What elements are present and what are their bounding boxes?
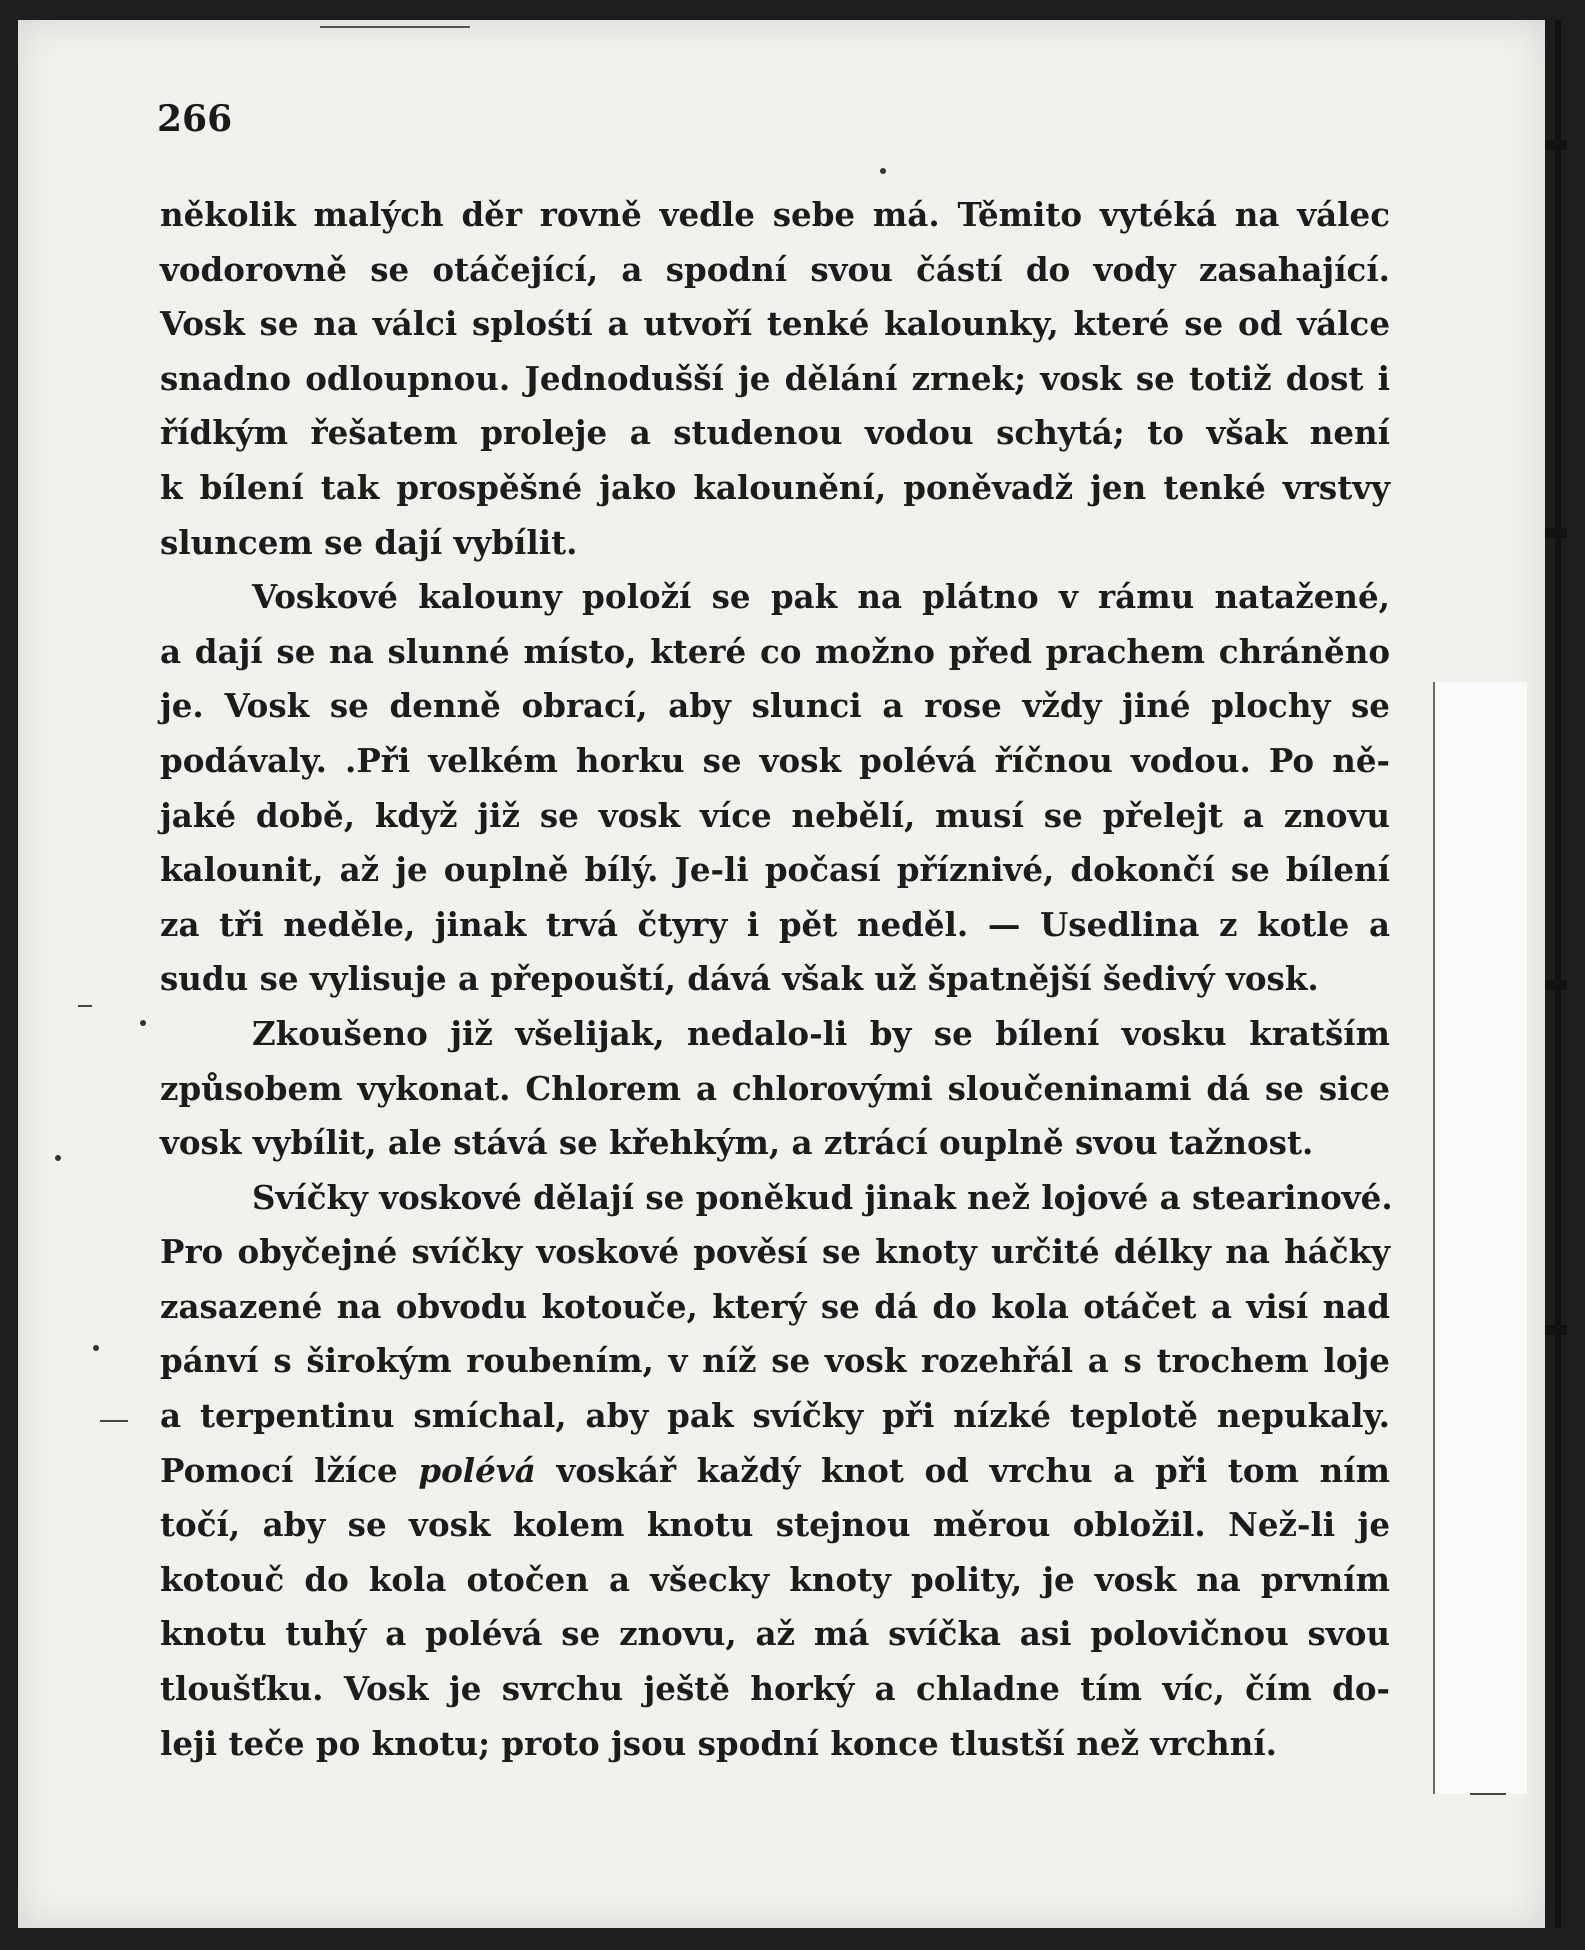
text-line: točí, aby se vosk kolem knotu stejnou měrou obložil. Než-li je [160, 1505, 1390, 1545]
gutter-rule [1433, 682, 1435, 1794]
margin-dash [1470, 1793, 1506, 1795]
text-line: způsobem vykonat. Chlorem a chlorovými sloučeninami dá se sice [160, 1068, 1390, 1108]
text-line: Pomocí lžíce polévá voskář každý knot od vrchu a při tom ním [160, 1450, 1390, 1490]
text-line: Zkoušeno již všelijak, nedalo-li by se bílení vosku kratším [252, 1013, 1390, 1053]
paragraph [160, 188, 1390, 570]
text-line: podávaly. .Při velkém horku se vosk polévá říčnou vodou. Po ně- [160, 740, 1390, 780]
text-line: vosk vybílit, ale stává se křehkým, a ztrácí ouplně svou tažnost. [160, 1123, 1314, 1163]
text-line: Pro obyčejné svíčky voskové pověsí se knoty určité délky na háčky [160, 1232, 1390, 1272]
text-line: je. Vosk se denně obrací, aby slunci a rose vždy jiné plochy se [160, 686, 1390, 726]
top-dash-mark [320, 26, 470, 28]
text-line: knotu tuhý a polévá se znovu, až má svíčka asi polovičnou svou [160, 1614, 1390, 1654]
margin-dot [140, 1020, 146, 1026]
text-line: tloušťku. Vosk je svrchu ještě horký a chladne tím víc, čím do- [160, 1669, 1390, 1709]
text-line: pánví s širokým roubením, v níž se vosk rozehřál a s trochem loje [160, 1341, 1390, 1381]
text-line: jaké době, když již se vosk více nebělí, musí se přelejt a znovu [160, 795, 1390, 835]
text-line: Voskové kalouny položí se pak na plátno v rámu natažené, [252, 577, 1390, 617]
paragraph [160, 1007, 1390, 1171]
text-line: vodorovně se otáčející, a spodní svou částí do vody zasahající. [160, 249, 1390, 289]
body-text [160, 188, 1393, 1771]
text-line: a dají se na slunné místo, které co možno před prachem chráněno [160, 631, 1390, 671]
text-line: za tři neděle, jinak trvá čtyry i pět neděl. — Usedlina z kotle a [160, 904, 1390, 944]
text-line: snadno odloupnou. Jednodušší je dělání zrnek; vosk se totiž dost i [160, 358, 1390, 398]
margin-dot [93, 1345, 99, 1351]
edge-tick [1545, 1325, 1567, 1335]
text-line: kotouč do kola otočen a všecky knoty polity, je vosk na prvním [160, 1559, 1390, 1599]
text-line: zasazené na obvodu kotouče, který se dá do kola otáčet a visí nad [160, 1286, 1390, 1326]
margin-dot [880, 168, 886, 174]
text-line: Vosk se na válci splośtí a utvoří tenké kalounky, které se od válce [160, 304, 1390, 344]
edge-tick [1545, 528, 1567, 538]
margin-dash [100, 1420, 128, 1422]
text-line: sluncem se dají vybílit. [160, 522, 578, 562]
text-line: kalounit, až je ouplně bílý. Je-li počasí příznivé, dokončí se bílení [160, 850, 1390, 890]
text-line: řídkým řešatem proleje a studenou vodou schytá; to však není [160, 413, 1390, 453]
text-line: několik malých děr rovně vedle sebe má. Těmito vytéká na válec [160, 195, 1390, 234]
italic-word: polévá [418, 1450, 536, 1490]
edge-tick [1545, 140, 1567, 150]
text-line: sudu se vylisuje a přepouští, dává však už špatnější šedivý vosk. [160, 959, 1319, 999]
paragraph [160, 1171, 1393, 1772]
text-line: k bílení tak prospěšné jako kalounění, poněvadž jen tenké vrstvy [160, 467, 1390, 507]
page-number: 266 [157, 98, 233, 140]
margin-dash [78, 1005, 92, 1007]
paragraph [160, 570, 1390, 1007]
edge-tick [1545, 980, 1567, 990]
margin-dot [55, 1155, 61, 1161]
text-line: Svíčky voskové dělají se poněkud jinak než lojové a stearinové. [252, 1177, 1393, 1217]
text-line: leji teče po knotu; proto jsou spodní konce tlustší než vrchní. [160, 1723, 1277, 1763]
text-line: a terpentinu smíchal, aby pak svíčky při nízké teplotě nepukaly. [160, 1396, 1390, 1436]
page-edge-bar [1555, 20, 1561, 1928]
adjacent-page-strip [1435, 682, 1527, 1794]
